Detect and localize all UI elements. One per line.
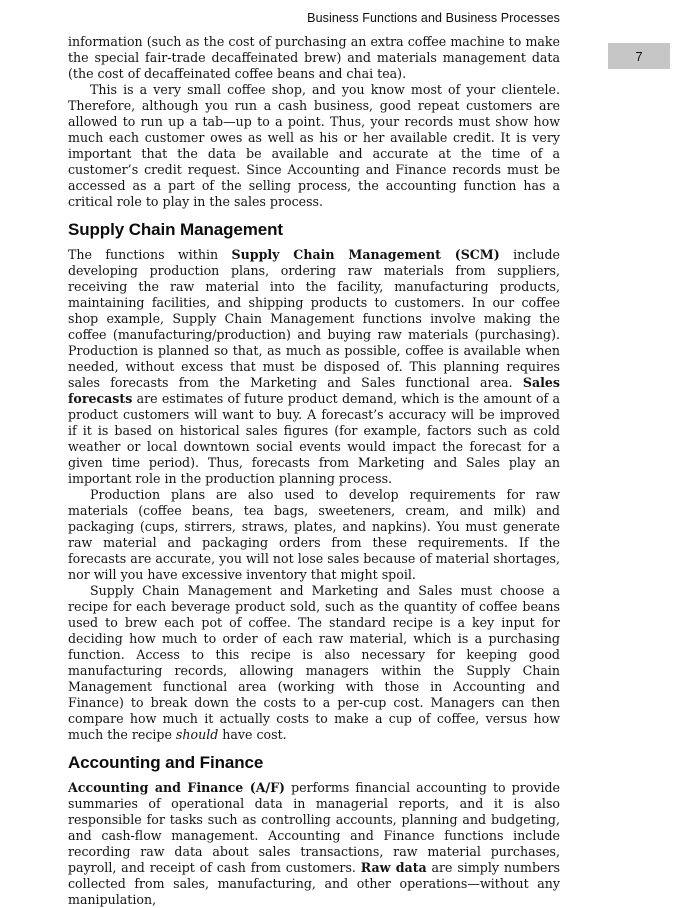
page-number: 7 — [635, 48, 643, 64]
paragraph — [68, 247, 560, 487]
bold-term: Supply Chain Management (SCM) — [231, 247, 500, 262]
text-segment: Supply Chain Management and Marketing and Sales must choose a recipe for each beverage product sold, such as the quantity of coffee beans used to brew each pot of coffee. The standard recipe is a key input for deciding how much to order of each raw material, which is a purchasing function. Access to this recipe is also necessary for keeping good manufacturing records, allowing managers within the Supply Chain Management functional area (working with those in Accounting and Finance) to break down the costs to a per-cup cost. Managers can then compare how much it actually costs to make a cup of coffee, versus how much the recipe — [68, 583, 560, 742]
bold-term: Accounting and Finance (A/F) — [68, 780, 285, 795]
text-segment: have cost. — [218, 727, 287, 742]
italic-text: should — [175, 727, 219, 742]
bold-term: Sales forecasts — [68, 375, 560, 406]
text-segment: information (such as the cost of purchasing an extra coffee machine to make the special fair-trade decaffeinated brew) and materials management data (the cost of decaffeinated coffee beans and chai tea). — [68, 34, 560, 81]
section-heading: Supply Chain Management — [68, 220, 283, 239]
text-segment: The functions within — [68, 247, 232, 262]
running-header: Business Functions and Business Processes — [307, 11, 560, 25]
content — [68, 34, 560, 908]
paragraph — [68, 583, 560, 743]
section-heading: Accounting and Finance — [68, 753, 264, 772]
paragraph — [68, 780, 560, 908]
text-segment: This is a very small coffee shop, and you know most of your clientele. Therefore, although you run a cash business, good repeat customers are allowed to run up a tab—up to a point. Thus, your records must show how much each customer owes as well as his or her available credit. It is very important that the data be available and accurate at the time of a customer’s credit request. Since Accounting and Finance records must be accessed as a part of the selling process, the accounting function has a critical role to play in the sales process. — [68, 82, 560, 209]
text-segment: are estimates of future product demand, which is the amount of a product customers will want to buy. A forecast’s accuracy will be improved if it is based on historical sales figures (for example, factors such as cold weather or local downtown social events would impact the forecast for a given time period). Thus, forecasts from Marketing and Sales play an important role in the production planning process. — [68, 391, 560, 486]
text-segment: Production plans are also used to develop requirements for raw materials (coffee beans, tea bags, sweeteners, cream, and milk) and packaging (cups, stirrers, straws, plates, and napkins). You must generate raw material and packaging orders from these requirements. If the forecasts are accurate, you will not lose sales because of material shortages, nor will you have excessive inventory that might spoil. — [68, 487, 560, 582]
text-segment: performs financial accounting to provide summaries of operational data in managerial reports, and it is also responsible for tasks such as controlling accounts, planning and budgeting, and cash-flow management. Accounting and Finance functions include recording raw data about sales transactions, raw material purchases, payroll, and receipt of cash from customers. — [68, 780, 560, 875]
text-segment: are simply numbers collected from sales, manufacturing, and other operations—without any manipulation, — [68, 860, 560, 907]
paragraph — [68, 82, 560, 210]
paragraph — [68, 34, 560, 82]
page-number-box — [608, 43, 670, 69]
text-segment: include developing production plans, ordering raw materials from suppliers, receiving the raw material into the facility, manufacturing products, maintaining facilities, and shipping products to customers. In our coffee shop example, Supply Chain Management functions involve making the coffee (manufacturing/production) and buying raw materials (purchasing). Production is planned so that, as much as possible, coffee is available when needed, without excess that must be disposed of. This planning requires sales forecasts from the Marketing and Sales functional area. — [68, 247, 560, 390]
bold-term: Raw data — [360, 860, 427, 875]
paragraph — [68, 487, 560, 583]
